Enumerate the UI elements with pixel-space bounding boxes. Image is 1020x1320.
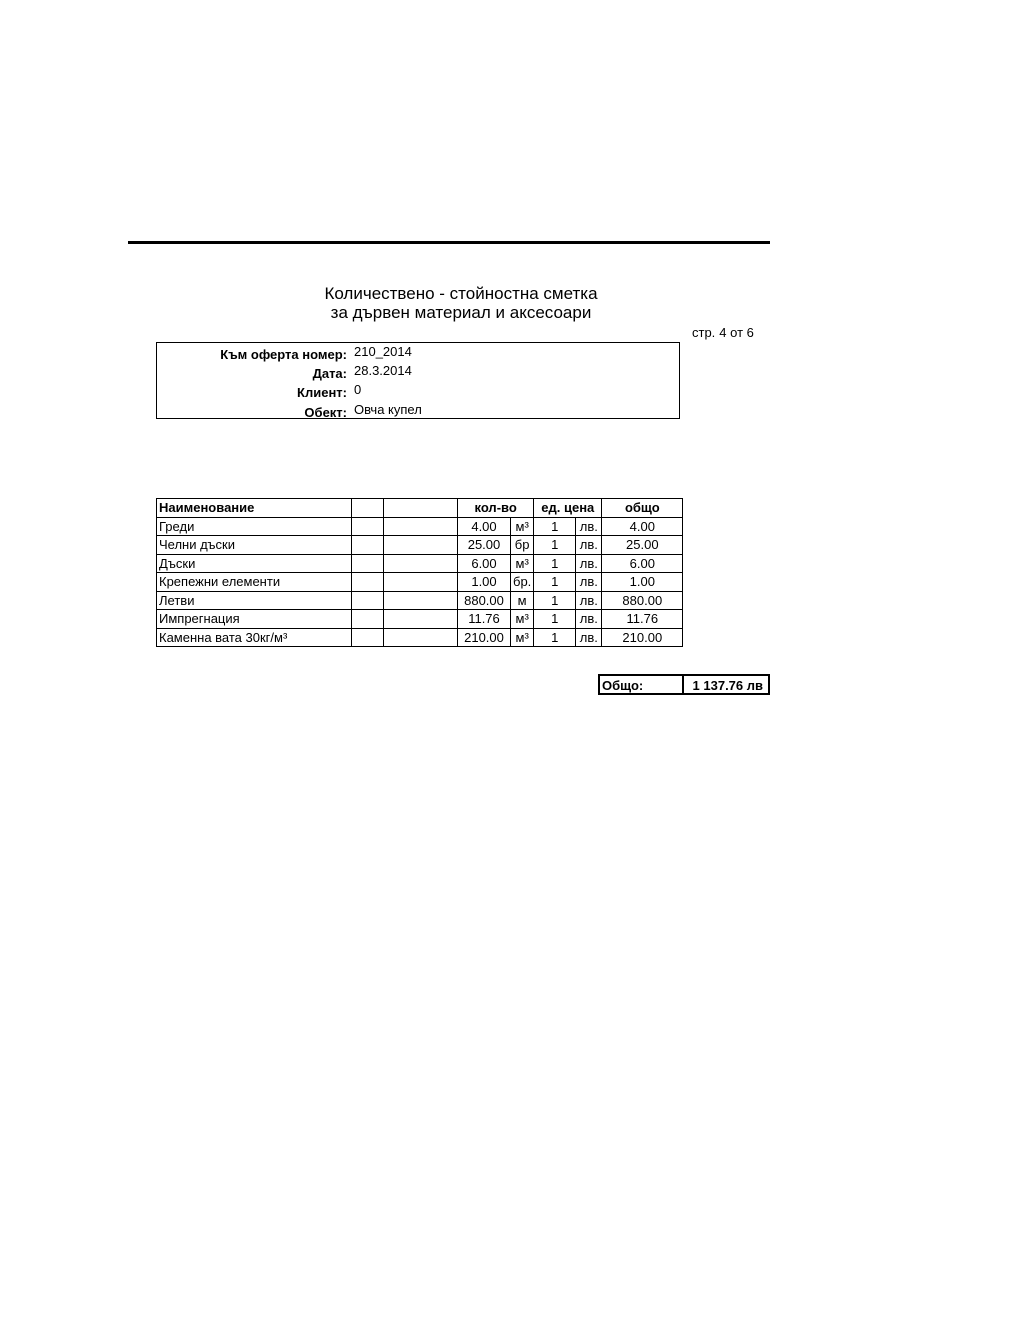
row-empty-1 [352,591,384,610]
row-empty-2 [384,628,458,647]
row-total: 25.00 [602,536,683,555]
info-row-client [157,382,679,401]
row-name: Крепежни елементи [157,573,352,592]
row-qty: 25.00 [458,536,511,555]
page-number [692,325,758,340]
row-total: 1.00 [602,573,683,592]
row-currency: лв. [576,610,602,629]
header-empty-2 [384,499,458,518]
document-subtitle: за дървен материал и аксесоари [330,303,592,322]
row-unit: бр. [511,573,534,592]
header-unit-price: ед. цена [534,499,602,518]
grand-total-value: 1 137.76 лв [692,678,763,693]
row-currency: лв. [576,536,602,555]
row-total: 6.00 [602,554,683,573]
table-row [157,554,683,573]
row-name: Летви [157,591,352,610]
row-currency: лв. [576,517,602,536]
row-qty: 210.00 [458,628,511,647]
row-currency: лв. [576,554,602,573]
header-rule [128,241,770,244]
grand-total-divider [682,676,684,693]
table-header-row [157,499,683,518]
table-row [157,536,683,555]
row-qty: 4.00 [458,517,511,536]
info-label: Дата: [312,366,347,381]
row-empty-1 [352,573,384,592]
row-unit: м³ [511,517,534,536]
info-label: Към оферта номер: [220,347,347,362]
info-label: Обект: [304,405,347,420]
header-total: общо [602,499,683,518]
row-unit-price: 1 [534,573,576,592]
row-empty-2 [384,517,458,536]
row-empty-2 [384,554,458,573]
row-empty-1 [352,554,384,573]
row-unit: м³ [511,610,534,629]
row-unit-price: 1 [534,517,576,536]
row-qty: 880.00 [458,591,511,610]
row-unit: м [511,591,534,610]
row-name: Импрегнация [157,610,352,629]
info-value: 28.3.2014 [354,363,412,378]
info-value: 210_2014 [354,344,412,359]
row-total: 11.76 [602,610,683,629]
row-total: 4.00 [602,517,683,536]
info-label: Клиент: [297,385,347,400]
row-total: 210.00 [602,628,683,647]
table-row [157,517,683,536]
header-empty-1 [352,499,384,518]
row-qty: 11.76 [458,610,511,629]
info-row-site [157,402,679,421]
table-row [157,573,683,592]
row-currency: лв. [576,573,602,592]
materials-table [156,498,683,647]
row-total: 880.00 [602,591,683,610]
row-name: Греди [157,517,352,536]
row-unit: м³ [511,628,534,647]
row-unit-price: 1 [534,591,576,610]
info-value: Овча купел [354,402,422,417]
row-unit-price: 1 [534,628,576,647]
row-currency: лв. [576,591,602,610]
header-name: Наименование [157,499,352,518]
row-unit-price: 1 [534,554,576,573]
row-empty-2 [384,573,458,592]
table-row [157,591,683,610]
page-number-label: стр. [692,325,716,340]
page-number-value: 4 от 6 [719,325,754,340]
row-empty-2 [384,536,458,555]
row-name: Каменна вата 30кг/м³ [157,628,352,647]
document-title: Количествено - стойностна сметка [324,284,598,303]
row-empty-1 [352,610,384,629]
grand-total-box [598,674,770,695]
row-name: Челни дъски [157,536,352,555]
row-empty-2 [384,591,458,610]
row-empty-2 [384,610,458,629]
table-row [157,628,683,647]
grand-total-label: Общо: [602,678,644,693]
row-qty: 6.00 [458,554,511,573]
row-name: Дъски [157,554,352,573]
row-unit: м³ [511,554,534,573]
row-empty-1 [352,628,384,647]
row-unit-price: 1 [534,610,576,629]
info-row-date [157,363,679,382]
table-row [157,610,683,629]
info-row-offer [157,344,679,363]
header-qty: кол-во [458,499,534,518]
row-qty: 1.00 [458,573,511,592]
info-value: 0 [354,382,362,397]
row-empty-1 [352,536,384,555]
row-unit-price: 1 [534,536,576,555]
row-empty-1 [352,517,384,536]
row-currency: лв. [576,628,602,647]
offer-info-box [156,342,680,419]
row-unit: бр [511,536,534,555]
